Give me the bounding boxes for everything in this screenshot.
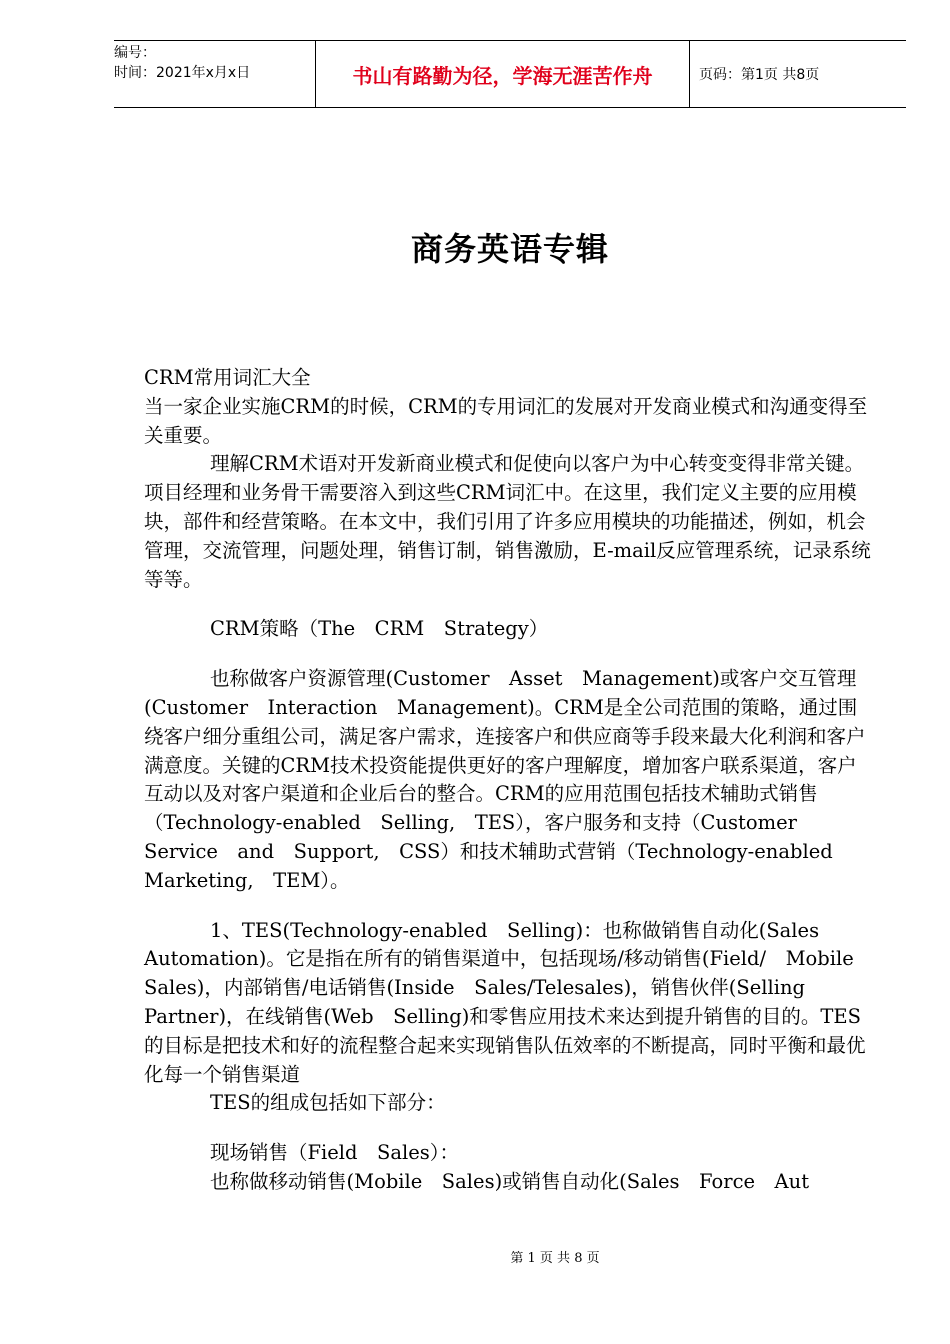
- document-number-label: 编号：: [114, 45, 156, 61]
- paragraph-tes: 1、TES(Technology-enabled Selling)：也称做销售自动化(Sales Automation)。它是指在所有的销售渠道中，包括现场/移动销售(Field/ Mobile Sales)，内部销售/电话销售(Inside Sales/Telesales)，销售伙伴(Selling Partner)，在线销售(Web Selling)和零售应用技术来达到提升销售的目的。TES的目标是把技术和好的流程整合起来实现销售队伍效率的不断提高，同时平衡和最优化每一个销售渠道: [144, 918, 874, 1086]
- page-number: 第 1 页 共 8 页: [510, 1251, 600, 1266]
- paragraph-crm-strategy: 也称做客户资源管理(Customer Asset Management)或客户交互管理(Customer Interaction Management)。CRM是全公司范围的策略，通过围绕客户细分重组公司，满足客户需求，连接客户和供应商等手段来最大化利润和客户满意度。关键的CRM技术投资能提供更好的客户理解度，增加客户联系渠道，客户互动以及对客户渠道和企业后台的整合。CRM的应用范围包括技术辅助式销售（Technology-enabled Selling, TES），客户服务和支持（Customer Service and Support, CSS）和技术辅助式营销（Technology-enabled Marketing, TEM）。: [144, 667, 866, 892]
- document-title: 商务英语专辑: [410, 230, 609, 268]
- header-meta: [114, 41, 314, 107]
- section-heading-field-sales: 现场销售（Field Sales）：: [210, 1141, 460, 1165]
- paragraph-crm-terms: 理解CRM术语对开发新商业模式和促使向以客户为中心转变变得非常关键。项目经理和业务骨干需要溶入到这些CRM词汇中。在这里，我们定义主要的应用模块，部件和经营策略。在本文中，我们引用了许多应用模块的功能描述，例如，机会管理，交流管理，问题处理，销售订制，销售激励，E-mail反应管理系统，记录系统等等。: [144, 452, 871, 591]
- paragraph-field-sales: 也称做移动销售(Mobile Sales)或销售自动化(Sales Force Aut: [210, 1169, 810, 1193]
- document-time-label: 时间：2021年x月x日: [114, 65, 251, 81]
- header-motto: 书山有路勤为径，学海无涯苦作舟: [315, 41, 690, 107]
- paragraph-intro: 当一家企业实施CRM的时候，CRM的专用词汇的发展对开发商业模式和沟通变得至关重要。: [144, 394, 868, 447]
- page-footer: [0, 1247, 950, 1266]
- paragraph-heading: CRM常用词汇大全: [144, 366, 311, 389]
- paragraph-tes-components: TES的组成包括如下部分：: [210, 1091, 446, 1115]
- header-page-info: 页码：第1页 共8页: [699, 67, 820, 83]
- section-heading-crm-strategy: CRM策略（The CRM Strategy）: [210, 617, 549, 641]
- page-header: [114, 40, 906, 108]
- document-body: [144, 364, 874, 1197]
